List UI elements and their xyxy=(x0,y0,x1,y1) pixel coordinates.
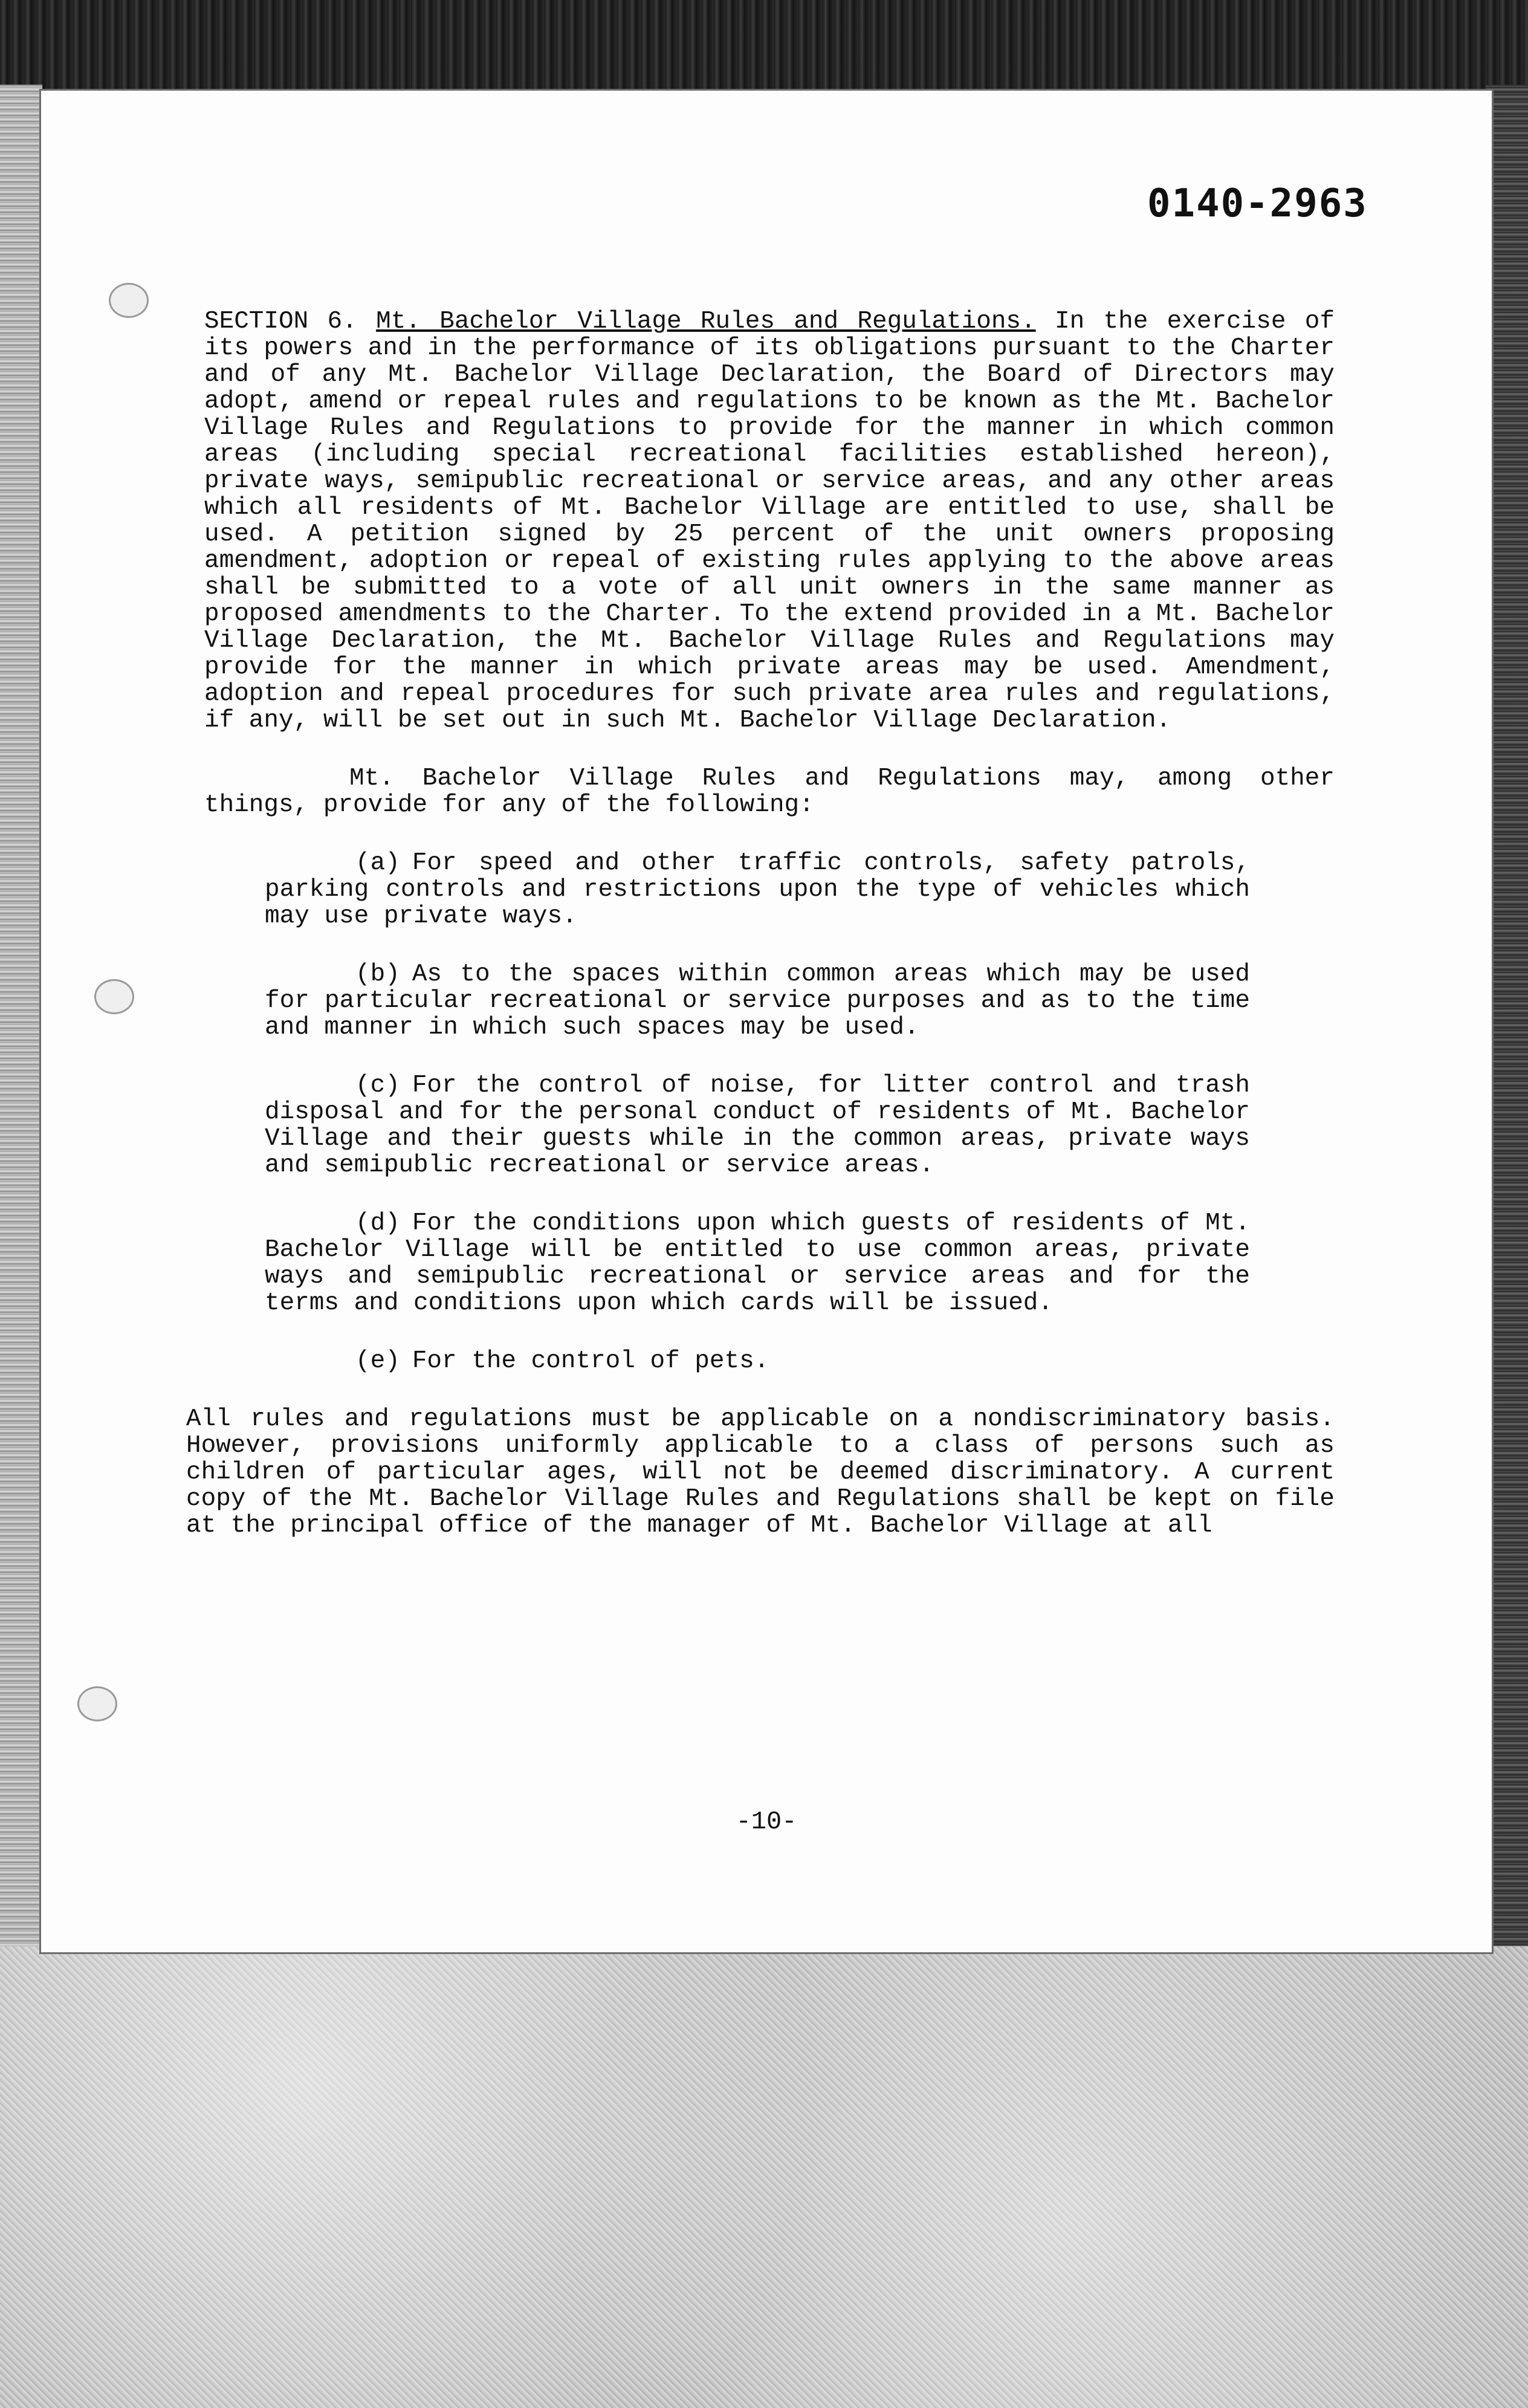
section-heading: Mt. Bachelor Village Rules and Regulations. xyxy=(376,308,1036,335)
list-item-text: For the control of pets. xyxy=(412,1347,769,1375)
list-item-label: (d) xyxy=(355,1209,400,1237)
list-item xyxy=(265,961,1250,1041)
list-item-text: As to the spaces within common areas which may be used for particular recreational or service purposes and as to the time and manner in which such spaces may be used. xyxy=(265,960,1250,1041)
list-item xyxy=(265,1072,1250,1179)
list-item xyxy=(265,850,1250,930)
list-item xyxy=(265,1348,1250,1374)
list-item-label: (e) xyxy=(355,1347,400,1375)
punch-hole-icon xyxy=(109,283,149,318)
list-item-label: (b) xyxy=(355,960,400,988)
punch-hole-icon xyxy=(77,1686,117,1721)
closing-paragraph: All rules and regulations must be applicable on a nondiscriminatory basis. However, provisions uniformly applicable to a class of persons such as children of particular ages, will not be deemed discriminatory. A current copy of the Mt. Bachelor Village Rules and Regulations shall be kept on file at the principal office of the manager of Mt. Bachelor Village at all xyxy=(186,1405,1335,1539)
section-paragraph xyxy=(204,308,1335,734)
list-item-label: (a) xyxy=(355,849,400,877)
list-item-text: For the control of noise, for litter control and trash disposal and for the personal conduct of residents of Mt. Bachelor Village and their guests while in the common areas, private ways and semipublic recreational or service areas. xyxy=(265,1072,1250,1179)
section-body: In the exercise of its powers and in the performance of its obligations pursuant to the Charter and of any Mt. Bachelor Village Declaration, the Board of Directors may adopt, amend or repeal rules and regulations to be known as the Mt. Bachelor Village Rules and Regulations to provide for the manner in which common areas (including special recreational facilities established hereon), private ways, semipublic recreational or service areas, and any other areas which all residents of Mt. Bachelor Village are entitled to use, shall be used. A petition signed by 25 percent of the unit owners proposing amendment, adoption or repeal of existing rules applying to the above areas shall be submitted to a vote of all unit owners in the same manner as proposed amendments to the Charter. To the extend provided in a Mt. Bachelor Village Declaration, the Mt. Bachelor Village Rules and Regulations may provide for the manner in which private areas may be used. Amendment, adoption and repeal procedures for such private area rules and regulations, if any, will be set out in such Mt. Bachelor Village Declaration. xyxy=(204,308,1335,734)
list-item xyxy=(265,1210,1250,1316)
document-page xyxy=(41,91,1492,1952)
scan-top-border xyxy=(0,0,1528,97)
intro-paragraph: Mt. Bachelor Village Rules and Regulations may, among other things, provide for any of the following: xyxy=(204,765,1335,819)
list-item-label: (c) xyxy=(355,1072,400,1099)
document-body xyxy=(186,308,1335,1570)
document-stamp: 0140-2963 xyxy=(1147,181,1368,226)
scan-background xyxy=(0,1946,1528,2408)
list-item-text: For the conditions upon which guests of residents of Mt. Bachelor Village will be entitled to use common areas, private ways and semipublic recreational or service areas and for the terms and conditions upon which cards will be issued. xyxy=(265,1209,1250,1317)
page-number: -10- xyxy=(736,1807,797,1836)
punch-hole-icon xyxy=(94,979,134,1014)
section-label: SECTION 6. xyxy=(204,308,357,335)
list-item-text: For speed and other traffic controls, safety patrols, parking controls and restrictions upon the type of vehicles which may use private ways. xyxy=(265,849,1250,930)
